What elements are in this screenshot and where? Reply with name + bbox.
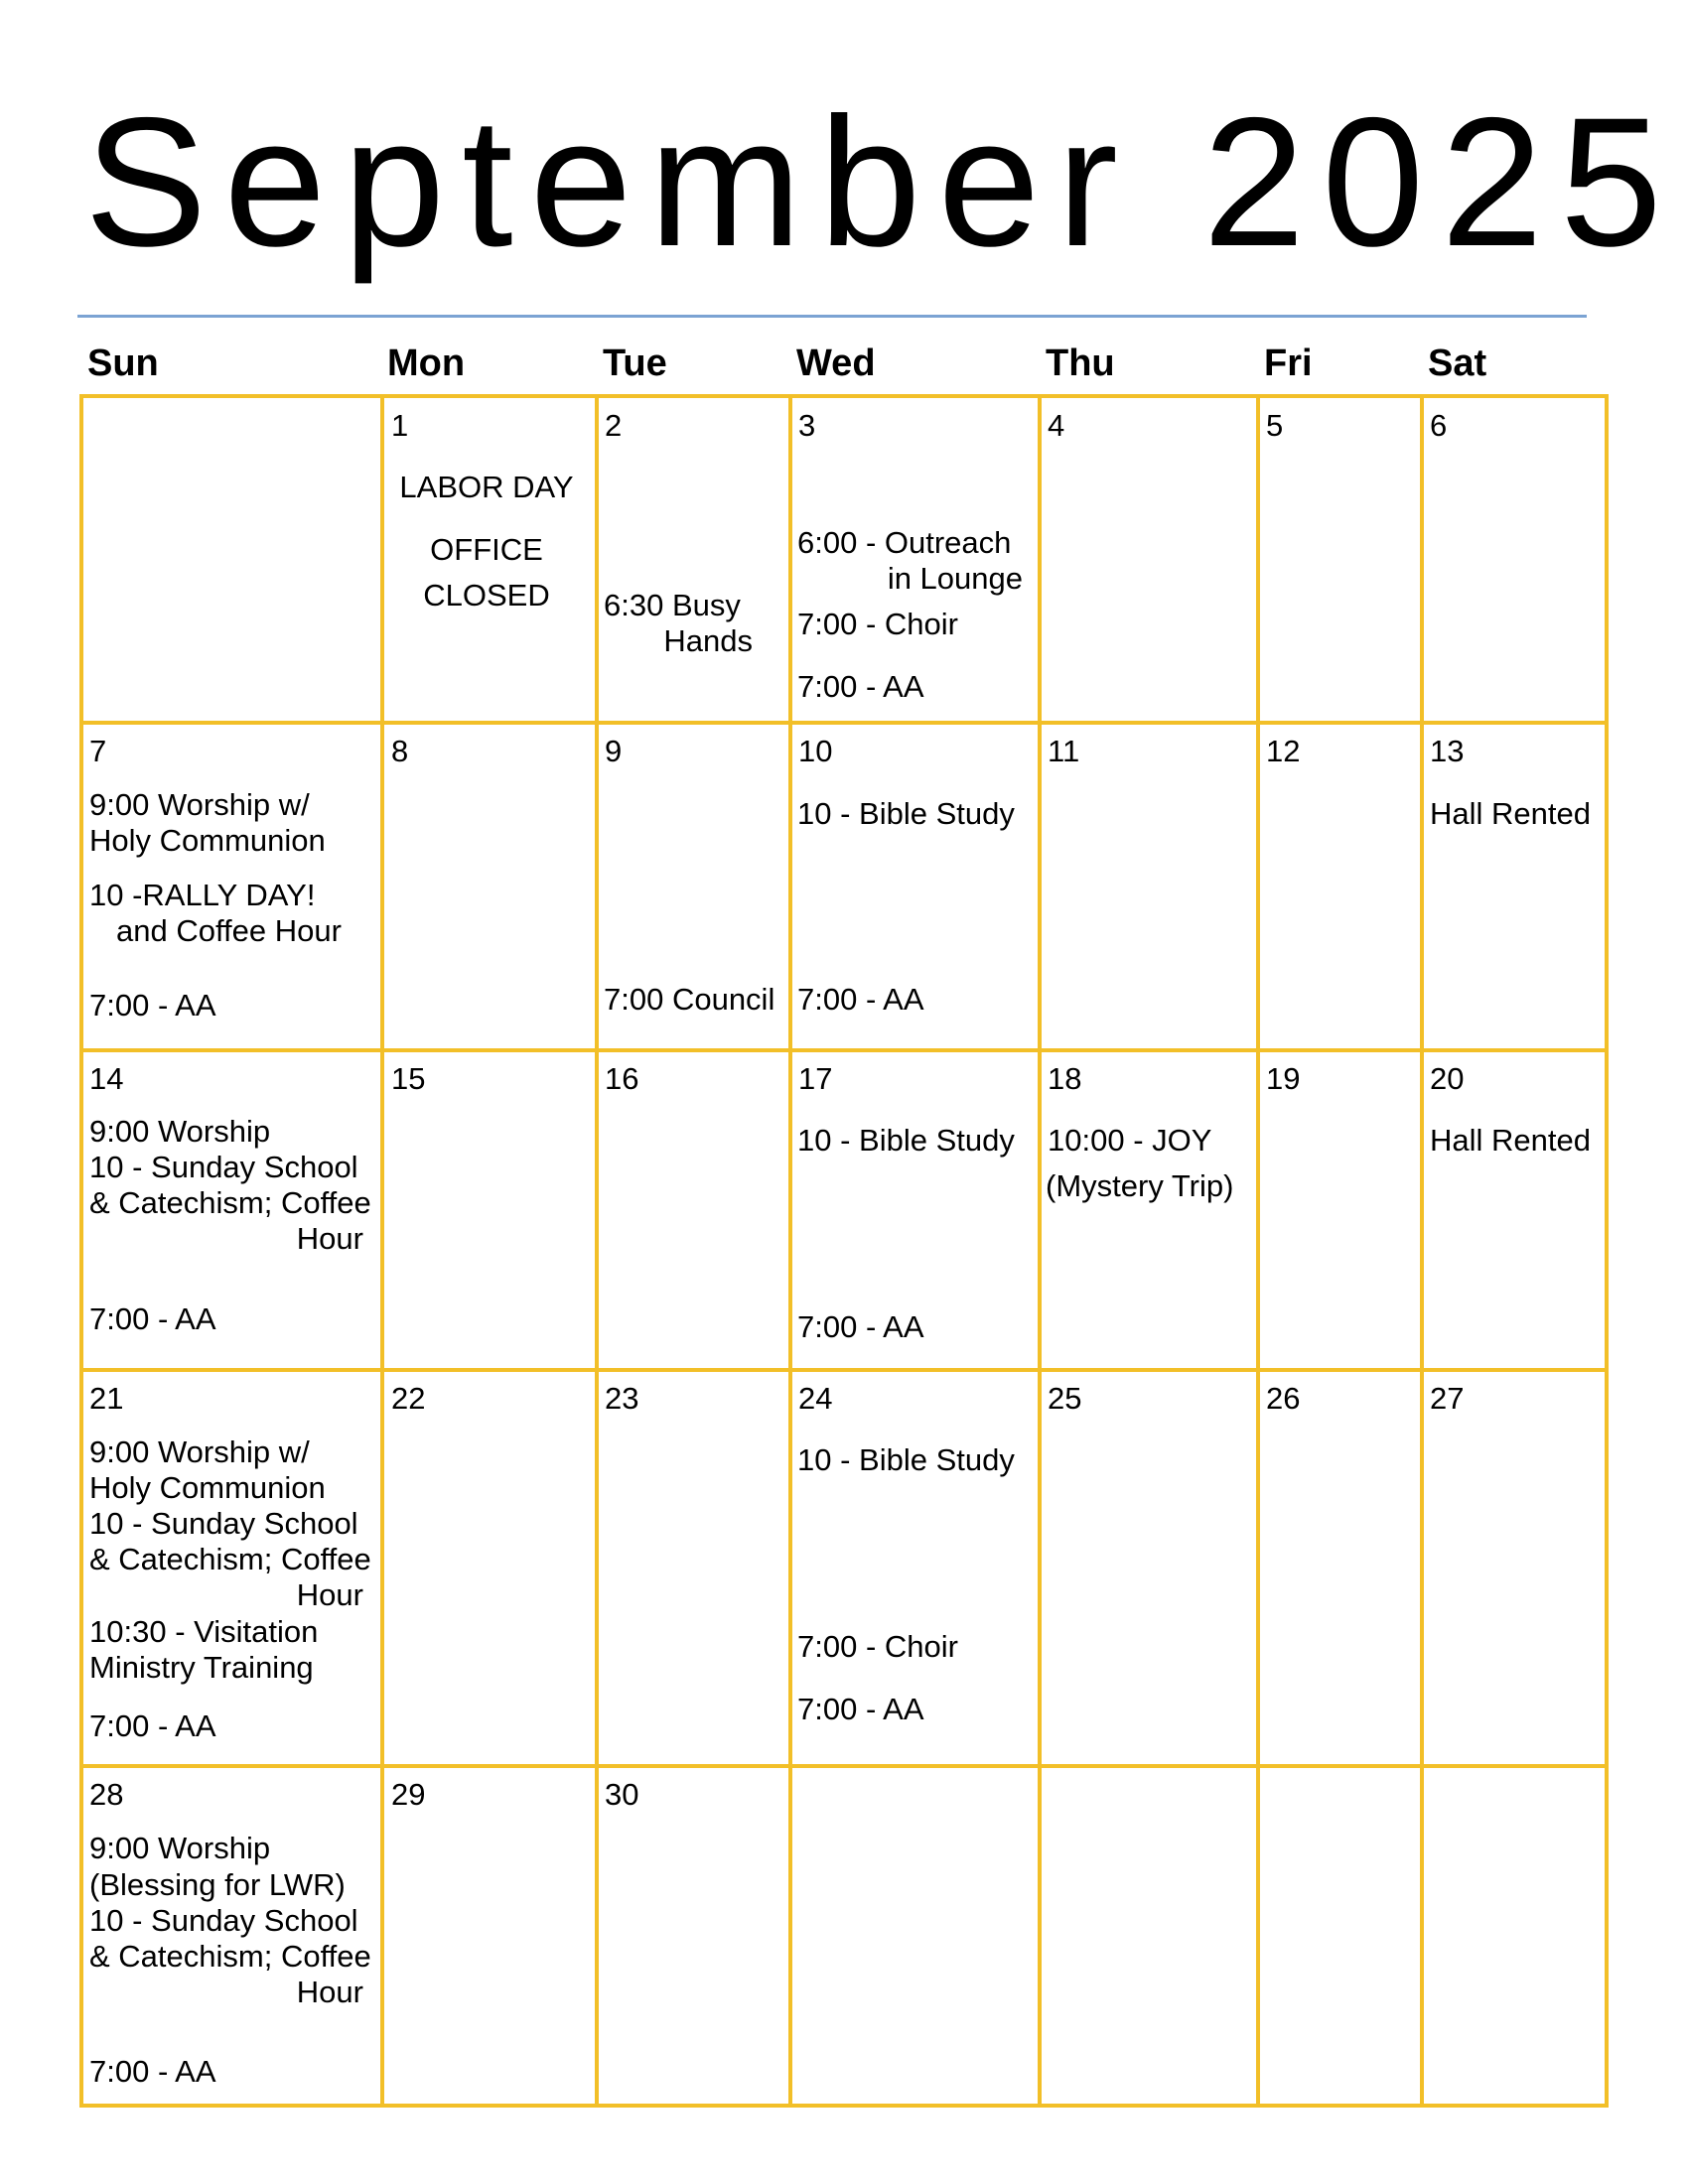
grid-line: [380, 398, 384, 2104]
day-number: 28: [89, 1777, 124, 1812]
day-number: 10: [798, 734, 833, 768]
event-text: 10:00 - JOY: [1048, 1123, 1212, 1158]
event-text: Hall Rented: [1430, 796, 1591, 831]
weekday-fri: Fri: [1264, 342, 1313, 384]
day-number: 14: [89, 1061, 124, 1096]
event-text: 9:00 Worship w/: [89, 1434, 310, 1469]
event-text: 7:00 Council: [604, 982, 775, 1017]
event-text: 10 -RALLY DAY!: [89, 878, 316, 912]
event-text: & Catechism; Coffee: [89, 1939, 371, 1974]
event-text: Hour: [296, 1975, 363, 2009]
day-number: 12: [1266, 734, 1301, 768]
event-text: CLOSED: [423, 578, 550, 613]
day-number: 21: [89, 1381, 124, 1416]
event-text: Hour: [296, 1221, 363, 1256]
event-text: 10:30 - Visitation: [89, 1614, 319, 1649]
day-number: 15: [391, 1061, 426, 1096]
event-text: (Blessing for LWR): [89, 1867, 346, 1902]
event-text: Ministry Training: [89, 1650, 314, 1685]
event-text: and Coffee Hour: [116, 913, 342, 948]
weekday-thu: Thu: [1046, 342, 1115, 384]
event-text: Holy Communion: [89, 823, 326, 858]
day-number: 24: [798, 1381, 833, 1416]
event-text: 7:00 - AA: [89, 988, 216, 1023]
day-number: 7: [89, 734, 107, 768]
event-text: 9:00 Worship w/: [89, 787, 310, 822]
event-text: 7:00 - AA: [89, 2054, 216, 2089]
event-text: & Catechism; Coffee: [89, 1185, 371, 1220]
title-divider: [77, 315, 1587, 318]
event-text: 10 - Bible Study: [797, 1442, 1015, 1477]
weekday-sun: Sun: [87, 342, 159, 384]
event-text: 10 - Sunday School: [89, 1903, 358, 1938]
event-text: Holy Communion: [89, 1470, 326, 1505]
day-number: 4: [1048, 408, 1065, 443]
event-text: 10 - Sunday School: [89, 1506, 358, 1541]
grid-line: [595, 398, 599, 2104]
day-number: 25: [1048, 1381, 1082, 1416]
event-text: 7:00 - AA: [89, 1301, 216, 1336]
event-text: Hour: [296, 1577, 363, 1612]
weekday-wed: Wed: [796, 342, 876, 384]
day-number: 9: [605, 734, 623, 768]
day-number: 11: [1048, 734, 1080, 768]
event-text: 6:30 Busy: [604, 588, 741, 622]
event-text: (Mystery Trip): [1046, 1168, 1234, 1203]
event-text: LABOR DAY: [399, 470, 574, 504]
day-number: 3: [798, 408, 816, 443]
grid-line: [1420, 398, 1424, 2104]
day-number: 29: [391, 1777, 426, 1812]
day-number: 18: [1048, 1061, 1082, 1096]
event-text: 7:00 - Choir: [797, 1629, 958, 1664]
weekday-sat: Sat: [1428, 342, 1487, 384]
event-text: in Lounge: [887, 561, 1023, 596]
day-number: 5: [1266, 408, 1284, 443]
day-number: 13: [1430, 734, 1465, 768]
day-number: 8: [391, 734, 409, 768]
grid-line: [788, 398, 792, 2104]
event-text: OFFICE: [430, 532, 543, 567]
day-number: 2: [605, 408, 623, 443]
event-text: 10 - Bible Study: [797, 1123, 1015, 1158]
day-number: 1: [391, 408, 409, 443]
weekday-mon: Mon: [387, 342, 466, 384]
event-text: 7:00 - AA: [797, 669, 924, 704]
grid-line: [83, 1764, 1605, 1768]
day-number: 16: [605, 1061, 639, 1096]
weekday-tue: Tue: [603, 342, 667, 384]
event-text: 6:00 - Outreach: [797, 525, 1012, 560]
event-text: Hands: [663, 623, 753, 658]
event-text: & Catechism; Coffee: [89, 1542, 371, 1576]
page-title: September 2025: [84, 80, 1679, 285]
event-text: 10 - Bible Study: [797, 796, 1015, 831]
event-text: 9:00 Worship: [89, 1831, 271, 1865]
event-text: 9:00 Worship: [89, 1114, 271, 1149]
grid-line: [1256, 398, 1260, 2104]
event-text: Hall Rented: [1430, 1123, 1591, 1158]
day-number: 23: [605, 1381, 639, 1416]
day-number: 20: [1430, 1061, 1465, 1096]
event-text: 7:00 - Choir: [797, 607, 958, 641]
day-number: 17: [798, 1061, 833, 1096]
grid-line: [83, 721, 1605, 725]
day-number: 27: [1430, 1381, 1465, 1416]
event-text: 7:00 - AA: [797, 982, 924, 1017]
grid-line: [1038, 398, 1042, 2104]
day-number: 26: [1266, 1381, 1301, 1416]
event-text: 7:00 - AA: [797, 1309, 924, 1344]
event-text: 7:00 - AA: [89, 1708, 216, 1743]
day-number: 30: [605, 1777, 639, 1812]
day-number: 19: [1266, 1061, 1301, 1096]
grid-line: [83, 1368, 1605, 1372]
event-text: 7:00 - AA: [797, 1692, 924, 1726]
event-text: 10 - Sunday School: [89, 1150, 358, 1184]
day-number: 6: [1430, 408, 1448, 443]
day-number: 22: [391, 1381, 426, 1416]
grid-line: [83, 1048, 1605, 1052]
